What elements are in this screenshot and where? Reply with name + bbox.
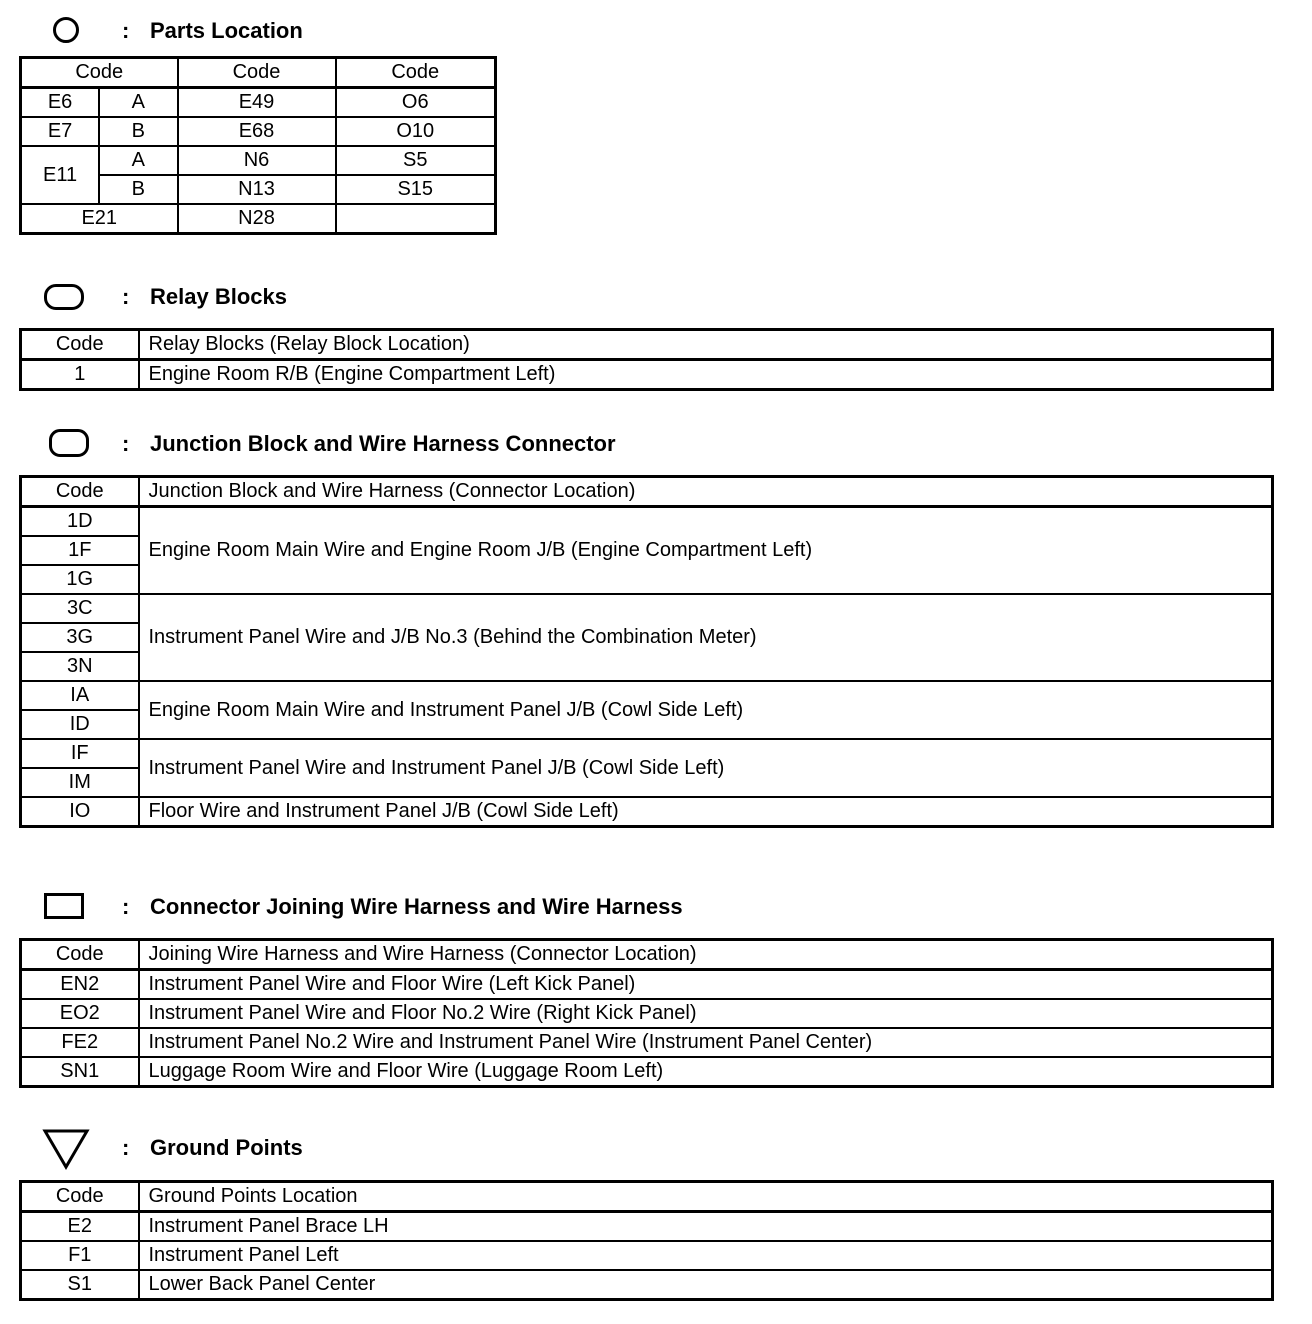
table-row: [21, 1057, 1273, 1087]
column-header: Ground Points Location: [139, 1182, 1273, 1212]
column-header: Code: [21, 58, 178, 88]
code-cell: E11: [21, 146, 100, 204]
table-header-row: [21, 330, 1273, 360]
relay-blocks-table: [19, 328, 1274, 391]
junction-block-title: Junction Block and Wire Harness Connector: [150, 431, 616, 456]
code-cell: 1D: [21, 507, 139, 537]
description-cell: Engine Room R/B (Engine Compartment Left): [139, 360, 1273, 390]
table-row: [21, 204, 496, 234]
code-cell: S1: [21, 1270, 139, 1300]
column-header: Code: [336, 58, 496, 88]
relay-blocks-heading: [0, 276, 1300, 316]
heading-colon: :: [122, 18, 130, 43]
code-cell: IM: [21, 768, 139, 797]
code-cell: F1: [21, 1241, 139, 1270]
description-cell: Instrument Panel No.2 Wire and Instrument Panel Wire (Instrument Panel Center): [139, 1028, 1273, 1057]
heading-colon: :: [122, 1135, 130, 1160]
sub-code-cell: B: [99, 117, 177, 146]
code-cell: E2: [21, 1212, 139, 1242]
code-cell: E68: [178, 117, 336, 146]
column-header: Code: [21, 477, 139, 507]
description-cell: Instrument Panel Brace LH: [139, 1212, 1273, 1242]
column-header: Joining Wire Harness and Wire Harness (Connector Location): [139, 940, 1273, 970]
description-cell: Instrument Panel Wire and Floor No.2 Wire (Right Kick Panel): [139, 999, 1273, 1028]
code-cell: 1: [21, 360, 139, 390]
column-header: Relay Blocks (Relay Block Location): [139, 330, 1273, 360]
code-cell: SN1: [21, 1057, 139, 1087]
sub-code-cell: A: [99, 146, 177, 175]
code-cell: ID: [21, 710, 139, 739]
connector-joining-title: Connector Joining Wire Harness and Wire Harness: [150, 894, 683, 919]
column-header: Code: [21, 940, 139, 970]
sub-code-cell: A: [99, 88, 177, 118]
table-row: [21, 970, 1273, 1000]
parts-location-title: Parts Location: [150, 18, 303, 43]
relay-blocks-title: Relay Blocks: [150, 284, 287, 309]
description-cell: Instrument Panel Left: [139, 1241, 1273, 1270]
circle-icon: [53, 17, 79, 43]
description-cell: Instrument Panel Wire and J/B No.3 (Behind the Combination Meter): [139, 594, 1273, 681]
table-row: [21, 1270, 1273, 1300]
code-cell: IA: [21, 681, 139, 710]
description-cell: Lower Back Panel Center: [139, 1270, 1273, 1300]
code-cell: 1G: [21, 565, 139, 594]
table-header-row: [21, 1182, 1273, 1212]
heading-colon: :: [122, 284, 130, 309]
column-header: Code: [178, 58, 336, 88]
table-row: [21, 1028, 1273, 1057]
ground-points-title: Ground Points: [150, 1135, 303, 1160]
code-cell: O10: [336, 117, 496, 146]
code-cell: S15: [336, 175, 496, 204]
connector-joining-table: [19, 938, 1274, 1088]
table-header-row: [21, 58, 496, 88]
square-icon: [44, 893, 84, 919]
table-row: [21, 117, 496, 146]
parts-location-heading: [0, 10, 1300, 50]
table-row: [21, 594, 1273, 623]
table-header-row: [21, 477, 1273, 507]
description-cell: Instrument Panel Wire and Floor Wire (Left Kick Panel): [139, 970, 1273, 1000]
description-cell: Floor Wire and Instrument Panel J/B (Cowl Side Left): [139, 797, 1273, 827]
ground-points-table: [19, 1180, 1274, 1301]
code-cell: EN2: [21, 970, 139, 1000]
code-cell: 3G: [21, 623, 139, 652]
inverted-triangle-icon: [42, 1128, 90, 1170]
description-cell: Engine Room Main Wire and Engine Room J/B (Engine Compartment Left): [139, 507, 1273, 595]
column-header: Junction Block and Wire Harness (Connector Location): [139, 477, 1273, 507]
rounded-rectangle-icon: [44, 284, 84, 310]
code-cell: 3N: [21, 652, 139, 681]
sub-code-cell: B: [99, 175, 177, 204]
code-cell: N13: [178, 175, 336, 204]
heading-colon: :: [122, 431, 130, 456]
code-cell: EO2: [21, 999, 139, 1028]
code-cell: O6: [336, 88, 496, 118]
table-row: [21, 1241, 1273, 1270]
description-cell: Instrument Panel Wire and Instrument Panel J/B (Cowl Side Left): [139, 739, 1273, 797]
table-row: [21, 88, 496, 118]
heading-colon: :: [122, 894, 130, 919]
code-cell: 1F: [21, 536, 139, 565]
column-header: Code: [21, 1182, 139, 1212]
table-row: [21, 739, 1273, 768]
table-row: [21, 360, 1273, 390]
junction-block-heading: [0, 423, 1300, 463]
table-row: [21, 1212, 1273, 1242]
table-row: [21, 681, 1273, 710]
code-cell: N28: [178, 204, 336, 234]
code-cell: N6: [178, 146, 336, 175]
code-cell: FE2: [21, 1028, 139, 1057]
table-header-row: [21, 940, 1273, 970]
connector-joining-heading: [0, 886, 1300, 926]
code-cell: E6: [21, 88, 100, 118]
code-cell: S5: [336, 146, 496, 175]
table-row: [21, 146, 496, 175]
ground-points-heading: [0, 1127, 1300, 1167]
junction-block-table: [19, 475, 1274, 828]
code-cell: IO: [21, 797, 139, 827]
code-cell: 3C: [21, 594, 139, 623]
description-cell: Engine Room Main Wire and Instrument Panel J/B (Cowl Side Left): [139, 681, 1273, 739]
code-cell: E7: [21, 117, 100, 146]
rounded-square-icon: [49, 429, 89, 457]
code-cell: E49: [178, 88, 336, 118]
parts-location-table: [19, 56, 497, 235]
table-row: [21, 507, 1273, 537]
code-cell: E21: [21, 204, 178, 234]
code-cell: IF: [21, 739, 139, 768]
table-row: [21, 999, 1273, 1028]
table-row: [21, 797, 1273, 827]
description-cell: Luggage Room Wire and Floor Wire (Luggage Room Left): [139, 1057, 1273, 1087]
code-cell: [336, 204, 496, 234]
column-header: Code: [21, 330, 139, 360]
